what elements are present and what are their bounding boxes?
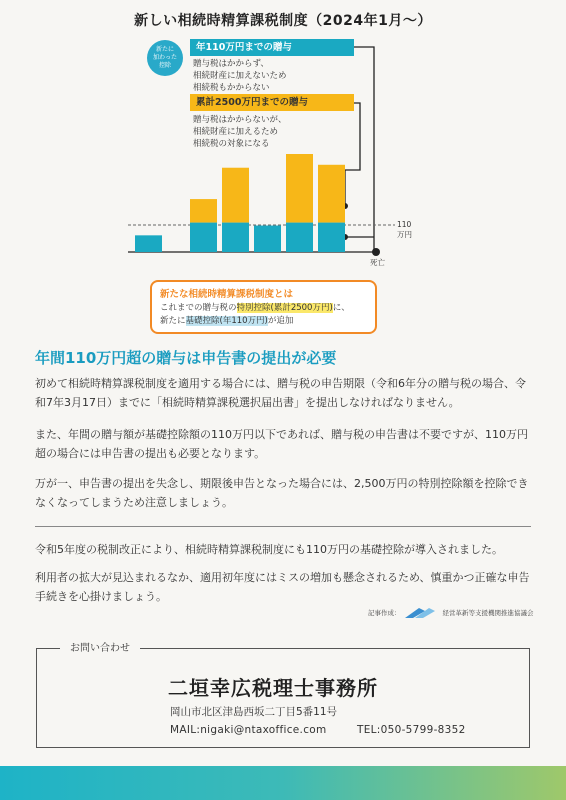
special-deduction-highlight: 特別控除(累計2500万円) xyxy=(236,303,333,313)
footer-band xyxy=(0,766,566,800)
paragraph-3: 万が一、申告書の提出を失念し、期限後申告となった場合には、2,500万円の特別控除額を控除できなくなってしまうため注意しましょう。 xyxy=(35,477,529,509)
special-connector-line xyxy=(345,103,360,206)
gift-bar-basic-1 xyxy=(135,235,162,252)
paragraph-5: 利用者の拡大が見込まれるなか、適用初年度にはミスの増加も懸念されるため、慎重かつ正確な申告手続きを心掛けましょう。 xyxy=(35,571,530,603)
info-text: が追加 xyxy=(267,316,294,326)
gift-bar-basic-3 xyxy=(222,223,249,252)
organization-logo-icon xyxy=(405,605,439,619)
special-deduction-label: 累計2500万円までの贈与 xyxy=(190,94,354,111)
gift-bar-basic-4 xyxy=(254,226,281,252)
threshold-label xyxy=(397,220,412,240)
info-box-line-2 xyxy=(160,315,367,328)
gift-bar-basic-6 xyxy=(318,223,345,252)
gift-bar-basic-5 xyxy=(286,223,313,252)
gift-bar-special-5 xyxy=(286,154,313,223)
gift-bars-diagram xyxy=(0,0,566,280)
gift-bar-special-3 xyxy=(222,168,249,223)
basic-deduction-explanation: 贈与税はかからず、 相続財産に加えないため 相続税もかからない xyxy=(193,59,287,93)
gift-bar-basic-2 xyxy=(190,223,217,252)
info-box-line-1 xyxy=(160,302,367,315)
office-phone[interactable]: TEL:050-5799-8352 xyxy=(357,724,466,736)
office-address: 岡山市北区津島西坂二丁目5番11号 xyxy=(170,706,338,718)
office-name: 二垣幸広税理士事務所 xyxy=(168,676,378,700)
paragraph-2: また、年間の贈与額が基礎控除額の110万円以下であれば、贈与税の申告書は不要ですが、110万円超の場合には申告書の提出も必要となります。 xyxy=(35,428,528,460)
special-deduction-explanation: 贈与税はかからないが、 相続財産に加えるため 相続税の対象になる xyxy=(193,115,287,149)
page-title: 新しい相続時精算課税制度（2024年1月～） xyxy=(134,13,432,29)
gift-bar-special-6 xyxy=(318,165,345,223)
basic-deduction-highlight: 基礎控除(年110万円) xyxy=(185,316,268,326)
info-text: これまでの贈与税の xyxy=(160,303,237,313)
info-text: 新たに xyxy=(160,316,186,326)
info-box xyxy=(150,280,377,334)
section-heading: 年間110万円超の贈与は申告書の提出が必要 xyxy=(35,349,337,367)
divider xyxy=(35,526,531,527)
death-label: 死亡 xyxy=(370,258,385,267)
info-box-title: 新たな相続時精算課税制度とは xyxy=(160,289,294,300)
article-credit xyxy=(368,605,534,619)
death-dot xyxy=(372,248,380,256)
basic-deduction-label: 年110万円までの贈与 xyxy=(190,39,354,56)
paragraph-1: 初めて相続時精算課税制度を適用する場合には、贈与税の申告期限（令和6年分の贈与税の場合、令和7年3月17日）までに「相続時精算課税選択届出書」を提出しなければなりません。 xyxy=(35,377,526,409)
contact-label: お問い合わせ xyxy=(60,639,140,654)
gift-bar-special-2 xyxy=(190,199,217,223)
credit-label: 記事作成： xyxy=(368,608,401,617)
threshold-unit: 万円 xyxy=(397,230,412,239)
office-email[interactable]: MAIL:nigaki@ntaxoffice.com xyxy=(170,724,327,736)
threshold-value: 110 xyxy=(397,220,412,229)
basic-connector-line xyxy=(354,47,374,252)
paragraph-4: 令和5年度の税制改正により、相続時精算課税制度にも110万円の基礎控除が導入されました。 xyxy=(35,543,503,556)
info-text: に、 xyxy=(332,303,350,313)
new-deduction-badge: 新たに 加わった 控除 xyxy=(147,40,183,76)
credit-organization: 経営革新等支援機関推進協議会 xyxy=(442,608,534,617)
